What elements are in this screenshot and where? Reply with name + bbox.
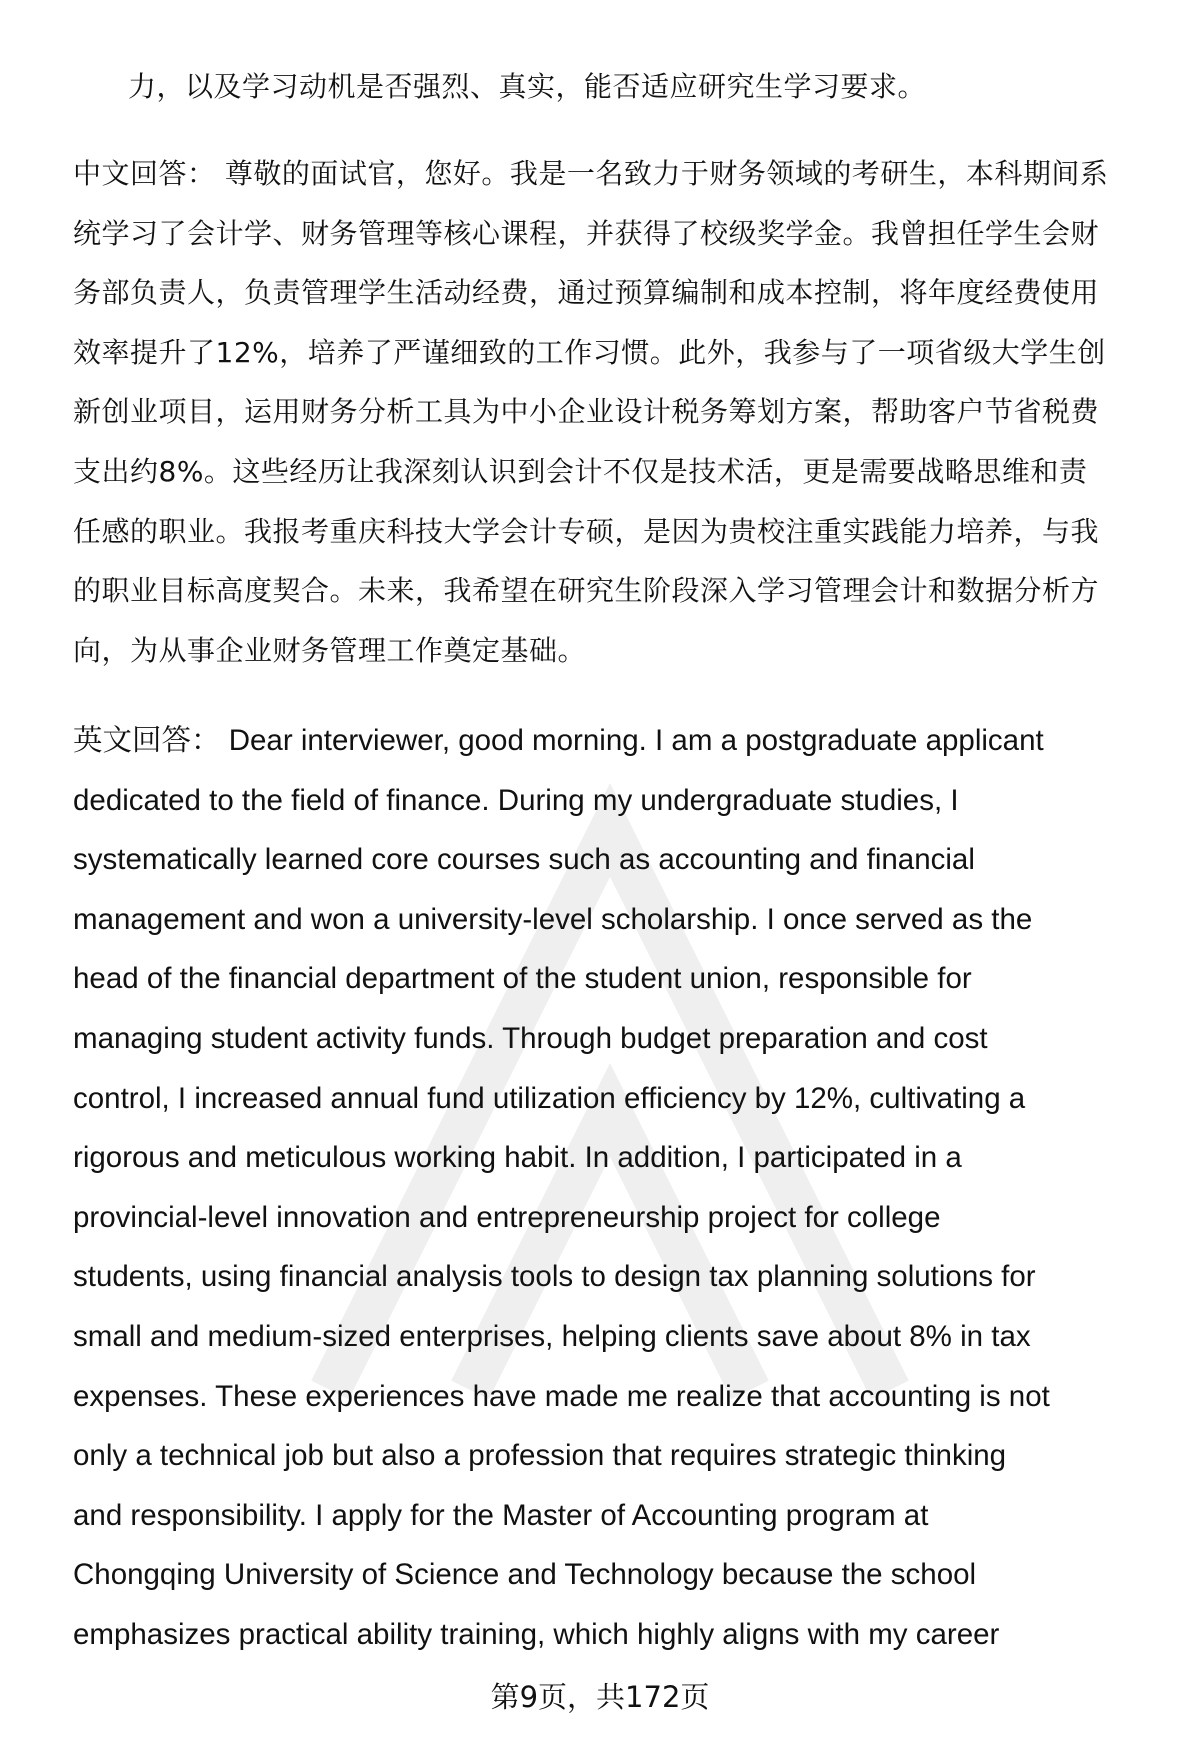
english-answer-line: managing student activity funds. Through budget preparation and cost (73, 1022, 988, 1055)
english-answer-line: Chongqing University of Science and Technology because the school (73, 1558, 977, 1592)
chinese-answer-line: 向，为从事企业财务管理工作奠定基础。 (73, 633, 587, 667)
english-answer-line: students, using financial analysis tools to design tax planning solutions for (73, 1260, 1036, 1294)
chinese-answer-line: 效率提升了12%，培养了严谨细致的工作习惯。此外，我参与了一项省级大学生创 (73, 335, 1106, 369)
english-answer-line: rigorous and meticulous working habit. In addition, I participated in a (73, 1141, 962, 1175)
english-answer-line: expenses. These experiences have made me realize that accounting is not (73, 1379, 1050, 1413)
english-answer-line: emphasizes practical ability training, which highly aligns with my career (73, 1618, 1000, 1651)
english-answer-line: control, I increased annual fund utilization efficiency by 12%, cultivating a (73, 1081, 1026, 1115)
english-answer-line: dedicated to the field of finance. During my undergraduate studies, I (73, 783, 959, 817)
english-answer-line: provincial-level innovation and entrepreneurship project for college (73, 1200, 941, 1234)
page-number: 第9页，共172页 (490, 1680, 710, 1714)
chinese-answer-line: 中文回答： 尊敬的面试官，您好。我是一名致力于财务领域的考研生，本科期间系 (73, 157, 1109, 190)
chinese-answer-line: 的职业目标高度契合。未来，我希望在研究生阶段深入学习管理会计和数据分析方 (73, 574, 1100, 608)
chinese-answer-line: 新创业项目，运用财务分析工具为中小企业设计税务筹划方案，帮助客户节省税费 (73, 395, 1100, 429)
english-answer-line: systematically learned core courses such as accounting and financial (73, 843, 975, 877)
english-answer-line: management and won a university-level scholarship. I once served as the (73, 902, 1033, 936)
chinese-answer-line: 任感的职业。我报考重庆科技大学会计专硕，是因为贵校注重实践能力培养，与我 (73, 514, 1100, 548)
chinese-answer-line: 支出约8%。这些经历让我深刻认识到会计不仅是技术活，更是需要战略思维和责 (73, 455, 1088, 488)
chinese-answer-line: 务部负责人，负责管理学生活动经费，通过预算编制和成本控制，将年度经费使用 (73, 276, 1100, 310)
english-answer-line: small and medium-sized enterprises, helping clients save about 8% in tax (73, 1320, 1031, 1353)
english-answer-line: only a technical job but also a profession that requires strategic thinking (73, 1439, 1007, 1473)
english-answer-line: and responsibility. I apply for the Master of Accounting program at (73, 1498, 929, 1532)
english-answer-line: head of the financial department of the student union, responsible for (73, 962, 972, 996)
english-answer-line: 英文回答： Dear interviewer, good morning. I am a postgraduate applicant (73, 724, 1044, 757)
chinese-answer-line: 统学习了会计学、财务管理等核心课程，并获得了校级奖学金。我曾担任学生会财 (73, 216, 1100, 250)
intro-tail-text: 力，以及学习动机是否强烈、真实，能否适应研究生学习要求。 (128, 70, 927, 103)
